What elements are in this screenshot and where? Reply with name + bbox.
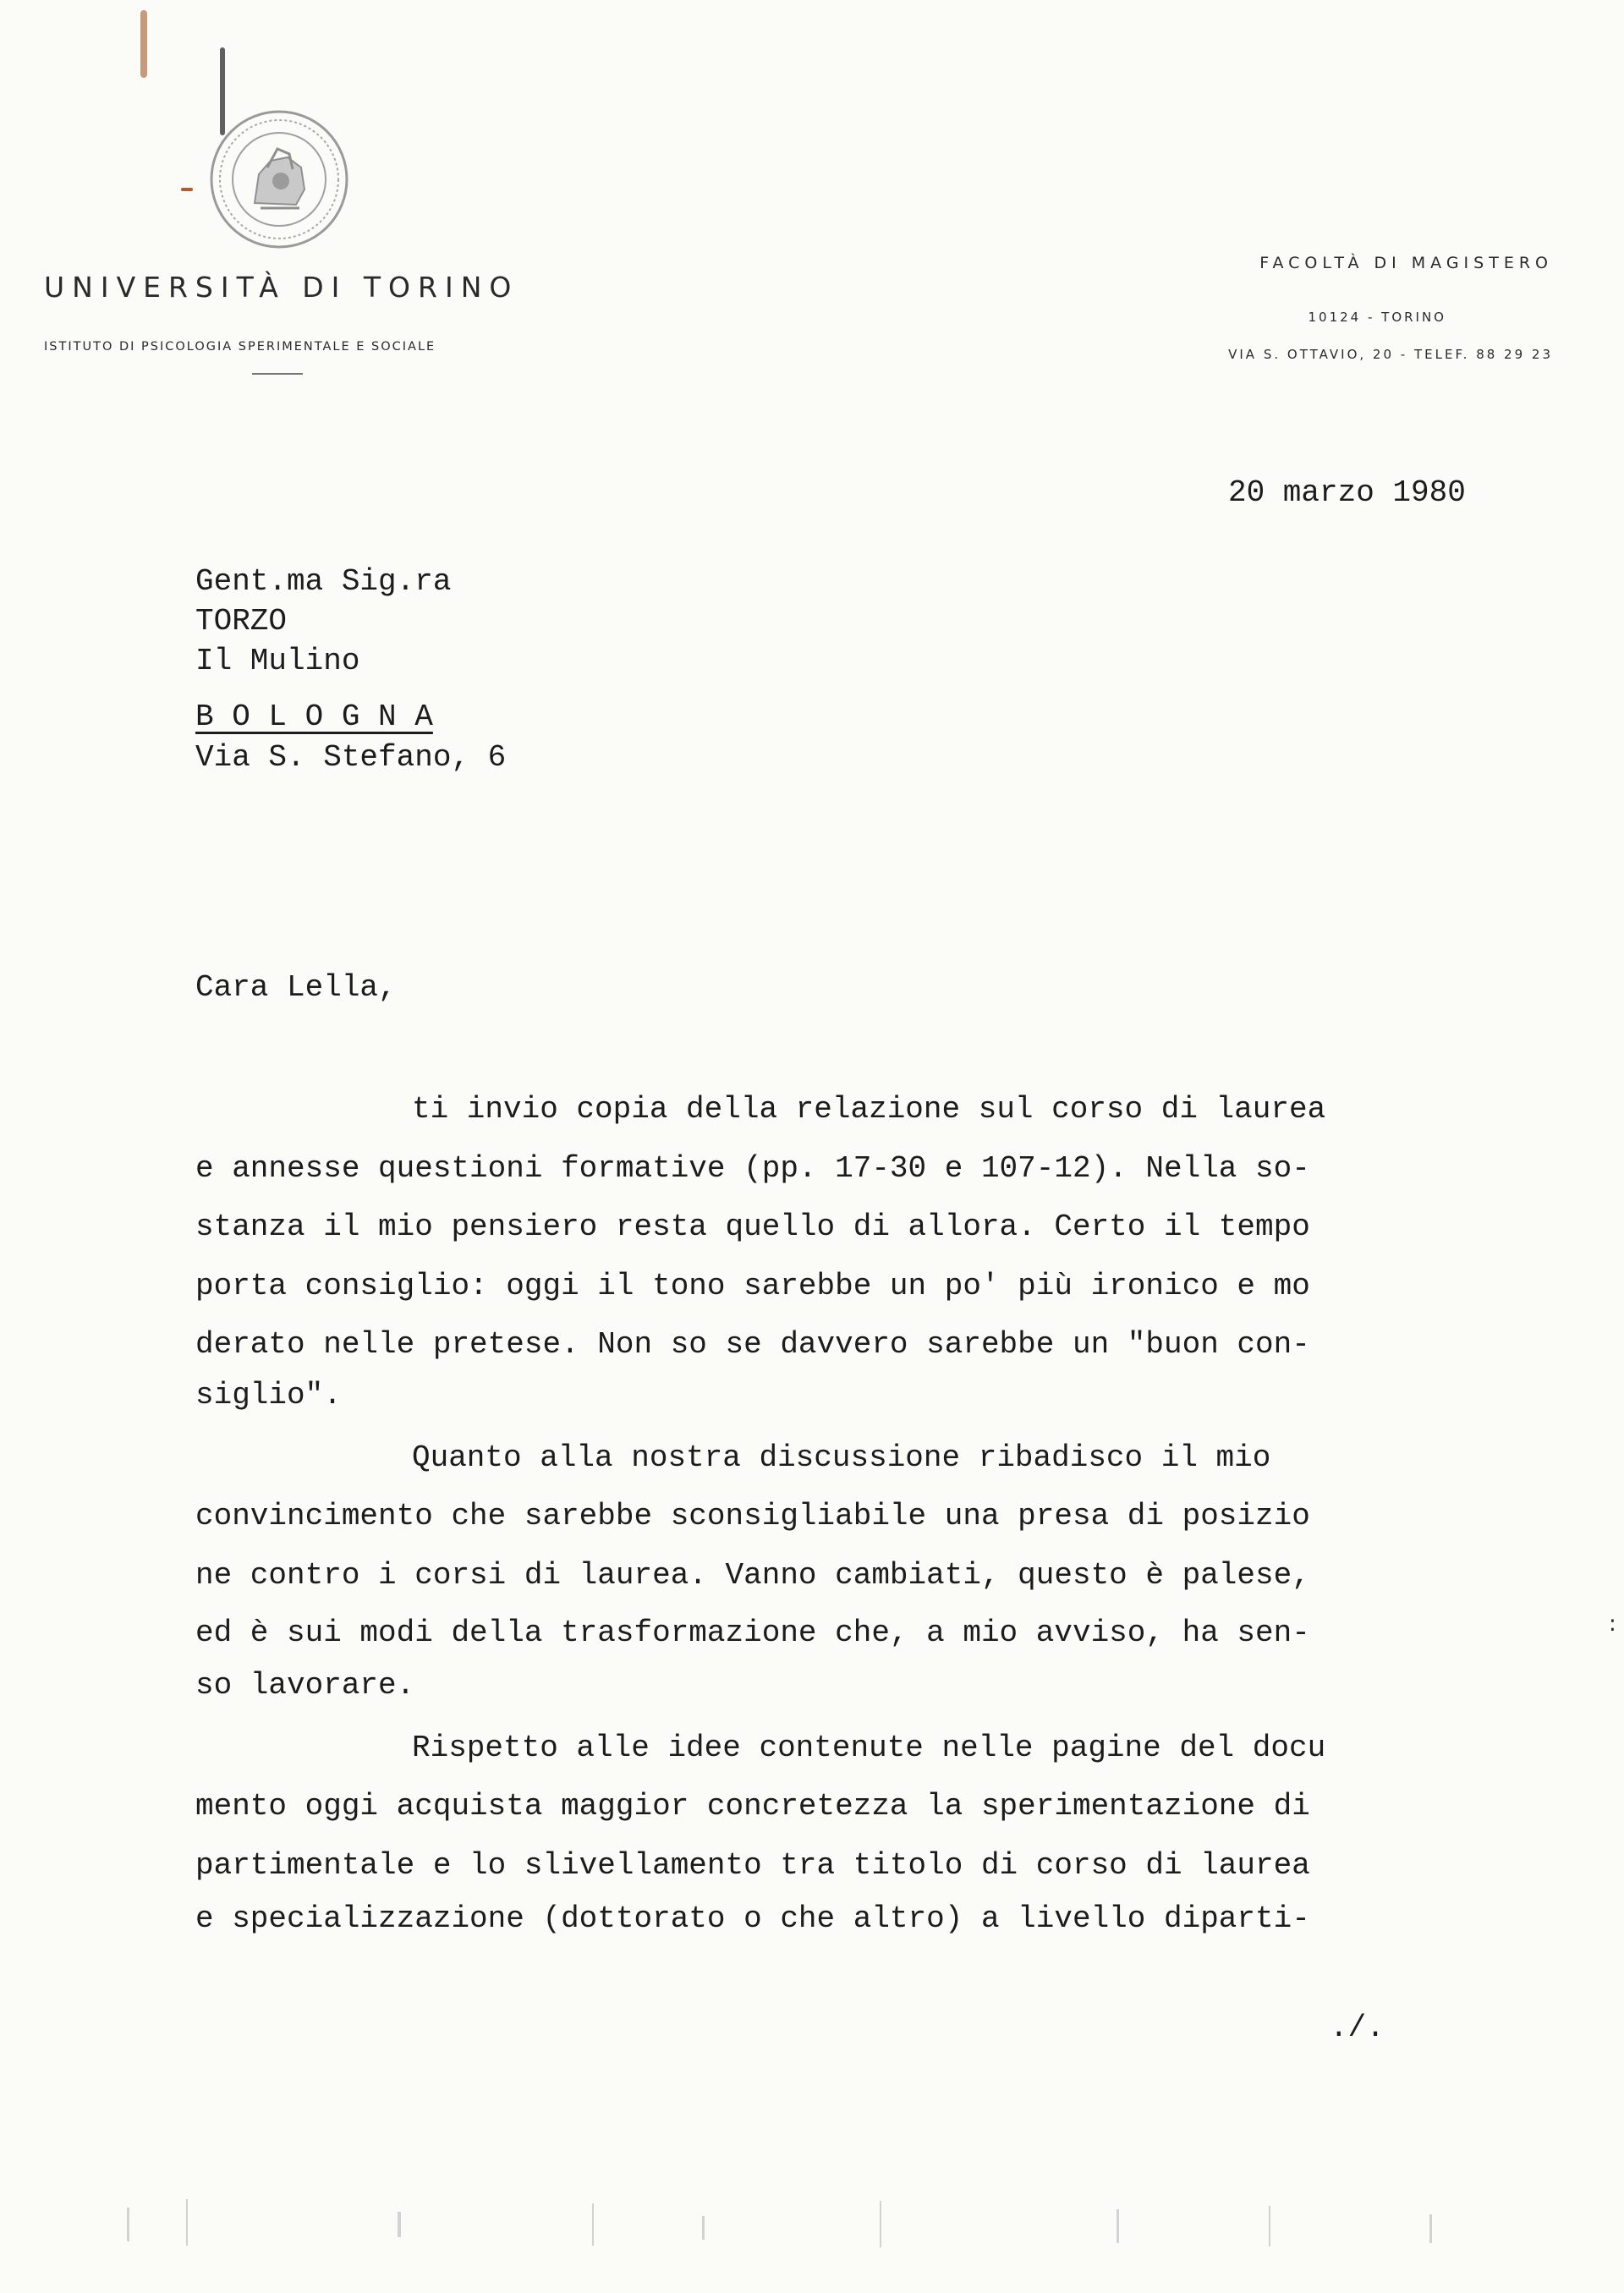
page-wear-marks bbox=[118, 2191, 1506, 2258]
university-name: UNIVERSITÀ DI TORINO bbox=[44, 271, 519, 304]
paragraph-line: Quanto alla nostra discussione ribadisco il mio bbox=[412, 1440, 1271, 1475]
paragraph-line: stanza il mio pensiero resta quello di allora. Certo il tempo bbox=[195, 1210, 1310, 1244]
paragraph-line: e annesse questioni formative (pp. 17-30 e 107-12). Nella so- bbox=[195, 1151, 1310, 1186]
paragraph-line: siglio". bbox=[195, 1378, 342, 1413]
continuation-mark: ./. bbox=[1330, 2010, 1385, 2045]
recipient-street: Via S. Stefano, 6 bbox=[195, 740, 507, 775]
paragraph-line: mento oggi acquista maggior concretezza la sperimentazione di bbox=[195, 1789, 1310, 1824]
red-mark bbox=[181, 188, 193, 191]
paragraph-line: Rispetto alle idee contenute nelle pagine del docu bbox=[412, 1731, 1326, 1765]
faculty-name: FACOLTÀ DI MAGISTERO bbox=[1259, 254, 1553, 272]
institute-name: ISTITUTO DI PSICOLOGIA SPERIMENTALE E SOCIALE bbox=[44, 340, 436, 354]
university-seal-icon bbox=[208, 108, 350, 250]
paragraph-line: so lavorare. bbox=[195, 1668, 415, 1703]
letter-date: 20 marzo 1980 bbox=[1228, 475, 1466, 510]
paragraph-line: convincimento che sarebbe sconsigliabile una presa di posizio bbox=[195, 1499, 1310, 1533]
edge-mark: : bbox=[1609, 1611, 1616, 1637]
salutation: Cara Lella, bbox=[195, 970, 397, 1005]
paragraph-line: e specializzazione (dottorato o che altro) a livello diparti- bbox=[195, 1901, 1310, 1936]
postcode-city: 10124 - TORINO bbox=[1308, 310, 1446, 325]
recipient-name: TORZO bbox=[195, 604, 288, 639]
paragraph-line: ed è sui modi della trasformazione che, a mio avviso, ha sen- bbox=[195, 1616, 1310, 1650]
faculty-address: VIA S. OTTAVIO, 20 - TELEF. 88 29 23 bbox=[1228, 347, 1553, 362]
paragraph-line: ti invio copia della relazione sul corso di laurea bbox=[412, 1092, 1326, 1127]
paragraph-line: porta consiglio: oggi il tono sarebbe un po' più ironico e mo bbox=[195, 1269, 1310, 1303]
letterhead-divider bbox=[252, 373, 303, 375]
recipient-city: B O L O G N A bbox=[195, 699, 433, 734]
paragraph-line: ne contro i corsi di laurea. Vanno cambiati, questo è palese, bbox=[195, 1558, 1310, 1593]
rust-stain bbox=[140, 10, 147, 78]
recipient-company: Il Mulino bbox=[195, 644, 360, 678]
paragraph-line: partimentale e lo slivellamento tra titolo di corso di laurea bbox=[195, 1848, 1310, 1883]
recipient-title: Gent.ma Sig.ra bbox=[195, 564, 452, 599]
paragraph-line: derato nelle pretese. Non so se davvero sarebbe un "buon con- bbox=[195, 1327, 1310, 1362]
